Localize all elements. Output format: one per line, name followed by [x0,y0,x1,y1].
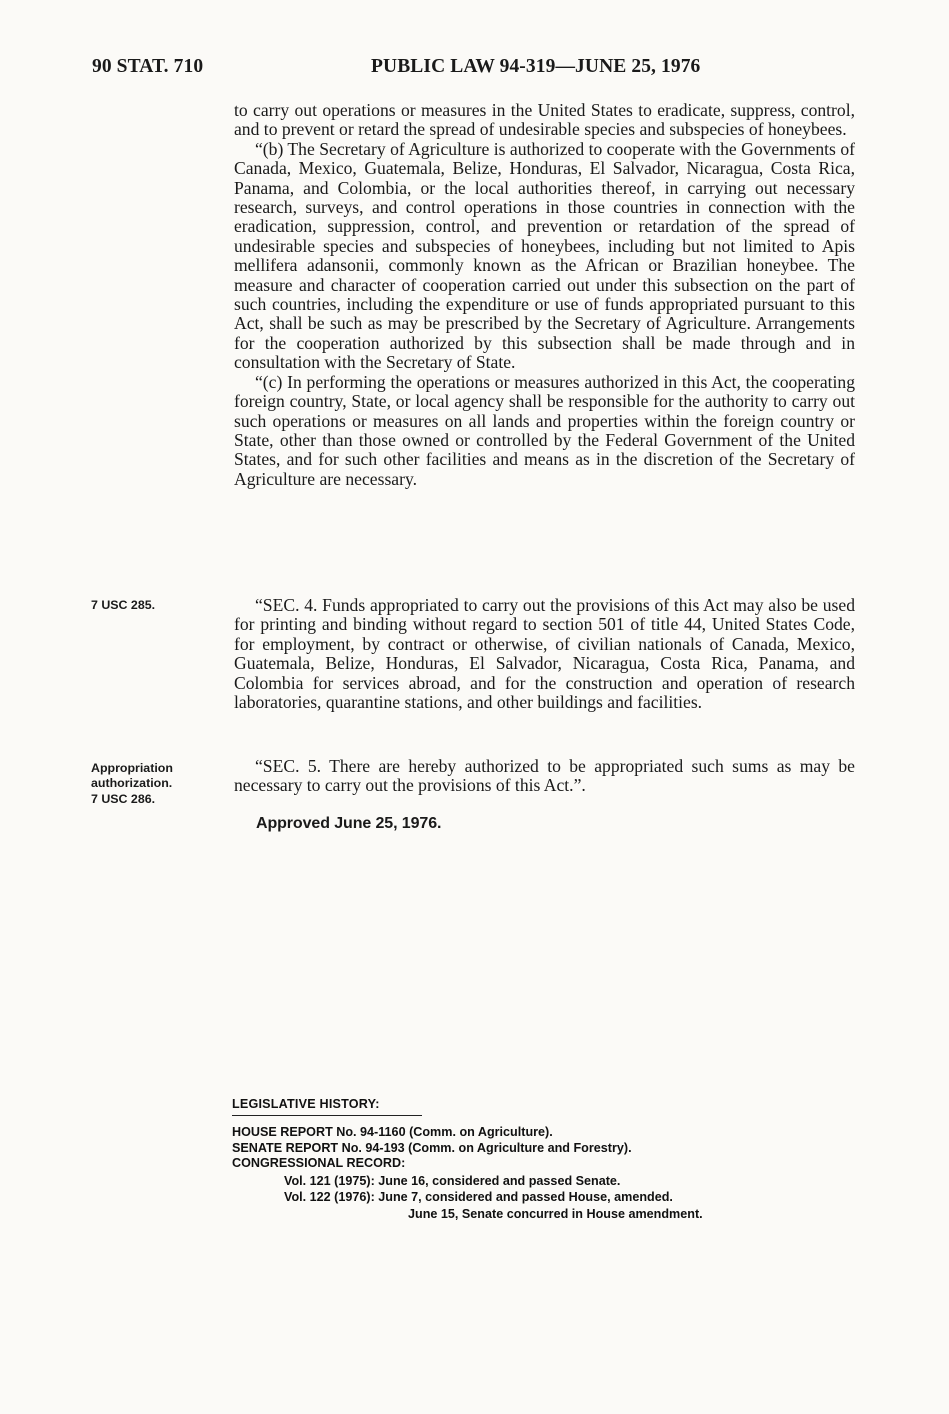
body-block-1 [234,101,855,489]
approval-date: Approved June 25, 1976. [256,815,442,832]
paragraph-subsection-b: “(b) The Secretary of Agriculture is authorized to cooperate with the Governments of Canada, Mexico, Guatemala, Belize, Honduras, El Salvador, Nicaragua, Costa Rica, Panama, and Colombia, or the local authorities thereof, in carrying out necessary research, surveys, and control operations in those countries in connection with the eradication, suppression, control, and prevention or retardation of the spread of undesirable species and subspecies of honeybees, including but not limited to Apis mellifera adansonii, commonly known as the African or Brazilian honeybee. The measure and character of cooperation carried out under this subsection on the part of such countries, including the expenditure or use of funds appropriated pursuant to this Act, shall be such as may be prescribed by the Secretary of Agriculture. Arrangements for the cooperation authorized by this subsection shall be made through and in consultation with the Secretary of State. [234,138,855,373]
senate-report-line: SENATE REPORT No. 94-193 (Comm. on Agriculture and Forestry). [232,1141,632,1155]
paragraph-section-5: “SEC. 5. There are hereby authorized to be appropriated such sums as may be necessary to carry out the provisions of this Act.”. [234,756,855,796]
legislative-history-title: LEGISLATIVE HISTORY: [232,1097,380,1111]
body-block-sec4 [234,596,855,712]
margin-note-7-usc-286: 7 USC 286. [91,792,156,806]
margin-note-7-usc-285: 7 USC 285. [91,598,156,612]
divider [232,1115,422,1116]
record-vol-122-line: Vol. 122 (1976): June 7, considered and passed House, amended. [284,1190,673,1204]
house-report-line: HOUSE REPORT No. 94-1160 (Comm. on Agriculture). [232,1125,553,1139]
body-block-sec5 [234,757,855,796]
congressional-record-heading: CONGRESSIONAL RECORD: [232,1156,406,1170]
record-vol-121-line: Vol. 121 (1975): June 16, considered and passed Senate. [284,1174,621,1188]
senate-concurred-line: June 15, Senate concurred in House amendment. [408,1207,703,1221]
paragraph-subsection-c: “(c) In performing the operations or measures authorized in this Act, the cooperating foreign country, State, or local agency shall be responsible for the authority to carry out such operations or measures on all lands and properties within the foreign country or State, other than those owned or controlled by the Federal Government of the United States, and for such other facilities and means as in the discretion of the Secretary of Agriculture are necessary. [234,371,855,489]
paragraph-section-4: “SEC. 4. Funds appropriated to carry out the provisions of this Act may also be used for printing and binding without regard to section 501 of title 44, United States Code, for employment, by contract or otherwise, of civilian nationals of Canada, Mexico, Guatemala, Belize, Honduras, El Salvador, Nicaragua, Costa Rica, Panama, and Colombia for services abroad, and for the construction and operation of research laboratories, quarantine stations, and other buildings and facilities. [234,595,855,713]
page-header [92,56,852,82]
margin-note-appropriation-authorization: Appropriation authorization. [91,761,173,791]
public-law-title: PUBLIC LAW 94-319—JUNE 25, 1976 [371,56,701,77]
statute-page-number: 90 STAT. 710 [92,56,204,77]
paragraph-continuation: to carry out operations or measures in the United States to eradicate, suppress, control, and to prevent or retard the spread of undesirable species and subspecies of honeybees. [234,100,855,140]
